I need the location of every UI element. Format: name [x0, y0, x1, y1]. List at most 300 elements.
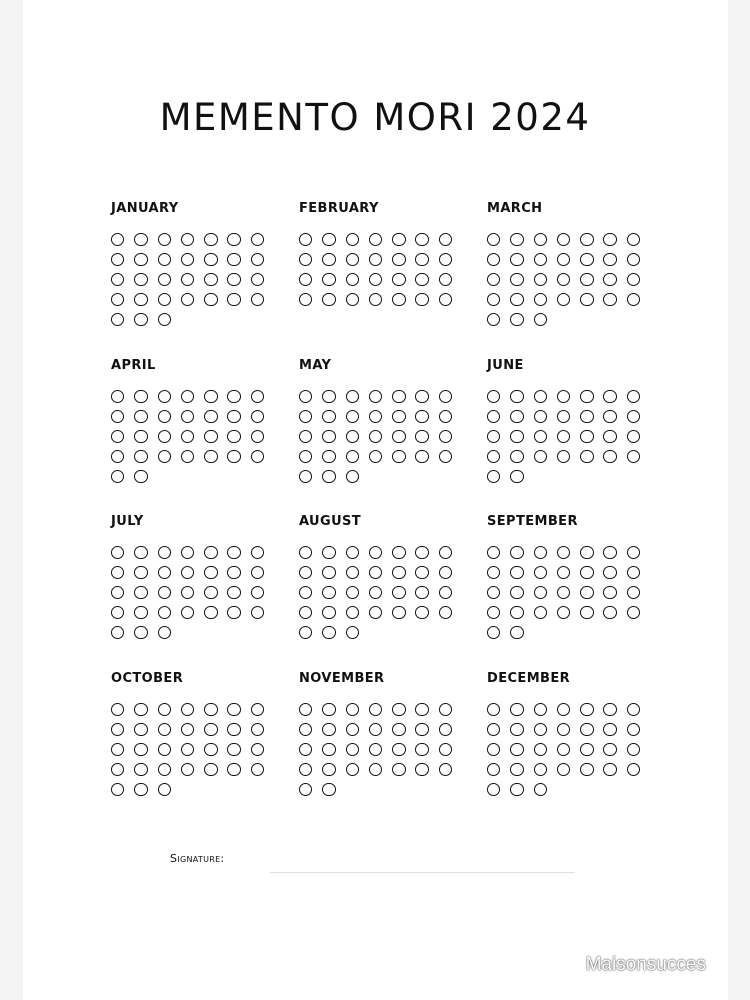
day-circle[interactable] [627, 233, 640, 246]
day-circle[interactable] [369, 450, 382, 463]
day-circle[interactable] [158, 293, 171, 306]
day-circle[interactable] [251, 763, 264, 776]
day-circle[interactable] [534, 293, 547, 306]
day-circle[interactable] [111, 723, 124, 736]
day-circle[interactable] [510, 723, 523, 736]
day-circle[interactable] [510, 313, 523, 326]
day-circle[interactable] [392, 293, 405, 306]
day-circle[interactable] [487, 586, 500, 599]
day-circle[interactable] [134, 293, 147, 306]
day-circle[interactable] [603, 606, 616, 619]
day-circle[interactable] [415, 606, 428, 619]
day-circle[interactable] [557, 546, 570, 559]
day-circle[interactable] [392, 450, 405, 463]
day-circle[interactable] [580, 253, 593, 266]
day-circle[interactable] [415, 450, 428, 463]
day-circle[interactable] [322, 783, 335, 796]
day-circle[interactable] [134, 410, 147, 423]
day-circle[interactable] [510, 586, 523, 599]
day-circle[interactable] [251, 606, 264, 619]
day-circle[interactable] [603, 723, 616, 736]
day-circle[interactable] [227, 273, 240, 286]
day-circle[interactable] [392, 566, 405, 579]
day-circle[interactable] [299, 723, 312, 736]
day-circle[interactable] [204, 430, 217, 443]
day-circle[interactable] [227, 703, 240, 716]
day-circle[interactable] [487, 763, 500, 776]
day-circle[interactable] [534, 273, 547, 286]
day-circle[interactable] [510, 546, 523, 559]
day-circle[interactable] [204, 723, 217, 736]
day-circle[interactable] [322, 410, 335, 423]
day-circle[interactable] [299, 626, 312, 639]
day-circle[interactable] [510, 606, 523, 619]
day-circle[interactable] [534, 233, 547, 246]
day-circle[interactable] [392, 606, 405, 619]
day-circle[interactable] [346, 743, 359, 756]
day-circle[interactable] [181, 566, 194, 579]
day-circle[interactable] [204, 450, 217, 463]
day-circle[interactable] [346, 410, 359, 423]
day-circle[interactable] [487, 470, 500, 483]
day-circle[interactable] [251, 566, 264, 579]
day-circle[interactable] [369, 390, 382, 403]
day-circle[interactable] [439, 390, 452, 403]
day-circle[interactable] [299, 273, 312, 286]
day-circle[interactable] [415, 233, 428, 246]
day-circle[interactable] [603, 450, 616, 463]
day-circle[interactable] [181, 763, 194, 776]
day-circle[interactable] [557, 703, 570, 716]
day-circle[interactable] [227, 763, 240, 776]
day-circle[interactable] [299, 410, 312, 423]
day-circle[interactable] [134, 450, 147, 463]
day-circle[interactable] [299, 233, 312, 246]
day-circle[interactable] [603, 743, 616, 756]
day-circle[interactable] [251, 586, 264, 599]
day-circle[interactable] [299, 586, 312, 599]
day-circle[interactable] [299, 253, 312, 266]
day-circle[interactable] [439, 273, 452, 286]
day-circle[interactable] [251, 450, 264, 463]
day-circle[interactable] [346, 273, 359, 286]
day-circle[interactable] [346, 626, 359, 639]
day-circle[interactable] [557, 723, 570, 736]
day-circle[interactable] [580, 566, 593, 579]
day-circle[interactable] [346, 390, 359, 403]
day-circle[interactable] [158, 273, 171, 286]
day-circle[interactable] [415, 723, 428, 736]
day-circle[interactable] [299, 390, 312, 403]
day-circle[interactable] [557, 450, 570, 463]
day-circle[interactable] [392, 390, 405, 403]
day-circle[interactable] [534, 566, 547, 579]
day-circle[interactable] [415, 763, 428, 776]
day-circle[interactable] [111, 293, 124, 306]
day-circle[interactable] [534, 606, 547, 619]
day-circle[interactable] [158, 390, 171, 403]
day-circle[interactable] [580, 723, 593, 736]
day-circle[interactable] [603, 566, 616, 579]
day-circle[interactable] [181, 743, 194, 756]
day-circle[interactable] [346, 253, 359, 266]
day-circle[interactable] [251, 546, 264, 559]
day-circle[interactable] [346, 763, 359, 776]
day-circle[interactable] [181, 723, 194, 736]
day-circle[interactable] [158, 723, 171, 736]
day-circle[interactable] [346, 566, 359, 579]
day-circle[interactable] [111, 783, 124, 796]
day-circle[interactable] [487, 723, 500, 736]
day-circle[interactable] [134, 566, 147, 579]
day-circle[interactable] [369, 430, 382, 443]
day-circle[interactable] [322, 233, 335, 246]
day-circle[interactable] [534, 743, 547, 756]
day-circle[interactable] [134, 606, 147, 619]
day-circle[interactable] [369, 410, 382, 423]
day-circle[interactable] [534, 763, 547, 776]
day-circle[interactable] [299, 743, 312, 756]
day-circle[interactable] [557, 586, 570, 599]
day-circle[interactable] [369, 743, 382, 756]
day-circle[interactable] [346, 586, 359, 599]
day-circle[interactable] [322, 546, 335, 559]
day-circle[interactable] [487, 273, 500, 286]
day-circle[interactable] [510, 566, 523, 579]
day-circle[interactable] [134, 253, 147, 266]
day-circle[interactable] [392, 273, 405, 286]
day-circle[interactable] [251, 430, 264, 443]
day-circle[interactable] [487, 546, 500, 559]
day-circle[interactable] [487, 566, 500, 579]
day-circle[interactable] [557, 606, 570, 619]
day-circle[interactable] [322, 606, 335, 619]
day-circle[interactable] [627, 273, 640, 286]
day-circle[interactable] [181, 253, 194, 266]
day-circle[interactable] [111, 626, 124, 639]
day-circle[interactable] [534, 723, 547, 736]
day-circle[interactable] [158, 566, 171, 579]
day-circle[interactable] [158, 253, 171, 266]
day-circle[interactable] [181, 410, 194, 423]
day-circle[interactable] [627, 586, 640, 599]
day-circle[interactable] [204, 703, 217, 716]
day-circle[interactable] [487, 430, 500, 443]
day-circle[interactable] [369, 723, 382, 736]
day-circle[interactable] [487, 606, 500, 619]
day-circle[interactable] [158, 233, 171, 246]
day-circle[interactable] [134, 743, 147, 756]
day-circle[interactable] [487, 703, 500, 716]
day-circle[interactable] [251, 390, 264, 403]
day-circle[interactable] [134, 313, 147, 326]
day-circle[interactable] [299, 703, 312, 716]
day-circle[interactable] [369, 253, 382, 266]
day-circle[interactable] [392, 430, 405, 443]
day-circle[interactable] [134, 233, 147, 246]
day-circle[interactable] [111, 390, 124, 403]
day-circle[interactable] [111, 313, 124, 326]
day-circle[interactable] [322, 586, 335, 599]
day-circle[interactable] [322, 470, 335, 483]
day-circle[interactable] [181, 703, 194, 716]
day-circle[interactable] [134, 783, 147, 796]
day-circle[interactable] [415, 743, 428, 756]
day-circle[interactable] [299, 450, 312, 463]
day-circle[interactable] [251, 293, 264, 306]
day-circle[interactable] [534, 430, 547, 443]
day-circle[interactable] [510, 470, 523, 483]
day-circle[interactable] [580, 430, 593, 443]
day-circle[interactable] [557, 273, 570, 286]
day-circle[interactable] [204, 410, 217, 423]
day-circle[interactable] [439, 606, 452, 619]
day-circle[interactable] [227, 723, 240, 736]
day-circle[interactable] [299, 546, 312, 559]
day-circle[interactable] [346, 430, 359, 443]
day-circle[interactable] [534, 410, 547, 423]
day-circle[interactable] [369, 606, 382, 619]
day-circle[interactable] [392, 703, 405, 716]
day-circle[interactable] [510, 233, 523, 246]
day-circle[interactable] [603, 430, 616, 443]
day-circle[interactable] [580, 273, 593, 286]
day-circle[interactable] [111, 586, 124, 599]
day-circle[interactable] [181, 273, 194, 286]
day-circle[interactable] [134, 703, 147, 716]
day-circle[interactable] [510, 450, 523, 463]
day-circle[interactable] [227, 233, 240, 246]
day-circle[interactable] [627, 566, 640, 579]
day-circle[interactable] [158, 783, 171, 796]
day-circle[interactable] [158, 606, 171, 619]
day-circle[interactable] [415, 566, 428, 579]
day-circle[interactable] [580, 743, 593, 756]
day-circle[interactable] [251, 410, 264, 423]
day-circle[interactable] [603, 546, 616, 559]
day-circle[interactable] [557, 410, 570, 423]
day-circle[interactable] [227, 253, 240, 266]
day-circle[interactable] [322, 390, 335, 403]
day-circle[interactable] [111, 743, 124, 756]
day-circle[interactable] [439, 566, 452, 579]
day-circle[interactable] [580, 703, 593, 716]
day-circle[interactable] [369, 763, 382, 776]
day-circle[interactable] [392, 743, 405, 756]
day-circle[interactable] [346, 723, 359, 736]
day-circle[interactable] [158, 450, 171, 463]
day-circle[interactable] [134, 390, 147, 403]
day-circle[interactable] [111, 450, 124, 463]
day-circle[interactable] [299, 293, 312, 306]
day-circle[interactable] [439, 450, 452, 463]
day-circle[interactable] [181, 586, 194, 599]
day-circle[interactable] [557, 293, 570, 306]
day-circle[interactable] [322, 273, 335, 286]
day-circle[interactable] [439, 743, 452, 756]
day-circle[interactable] [322, 253, 335, 266]
day-circle[interactable] [111, 606, 124, 619]
day-circle[interactable] [204, 566, 217, 579]
day-circle[interactable] [369, 233, 382, 246]
day-circle[interactable] [627, 703, 640, 716]
day-circle[interactable] [487, 450, 500, 463]
day-circle[interactable] [227, 546, 240, 559]
day-circle[interactable] [580, 390, 593, 403]
day-circle[interactable] [603, 273, 616, 286]
day-circle[interactable] [299, 606, 312, 619]
day-circle[interactable] [580, 586, 593, 599]
day-circle[interactable] [204, 390, 217, 403]
day-circle[interactable] [392, 723, 405, 736]
day-circle[interactable] [322, 626, 335, 639]
day-circle[interactable] [510, 703, 523, 716]
day-circle[interactable] [487, 390, 500, 403]
day-circle[interactable] [346, 233, 359, 246]
day-circle[interactable] [439, 546, 452, 559]
day-circle[interactable] [510, 253, 523, 266]
day-circle[interactable] [439, 763, 452, 776]
day-circle[interactable] [580, 410, 593, 423]
day-circle[interactable] [322, 566, 335, 579]
day-circle[interactable] [227, 450, 240, 463]
day-circle[interactable] [299, 566, 312, 579]
day-circle[interactable] [415, 293, 428, 306]
day-circle[interactable] [204, 546, 217, 559]
day-circle[interactable] [346, 470, 359, 483]
day-circle[interactable] [439, 430, 452, 443]
day-circle[interactable] [534, 586, 547, 599]
day-circle[interactable] [111, 566, 124, 579]
day-circle[interactable] [415, 253, 428, 266]
day-circle[interactable] [322, 430, 335, 443]
day-circle[interactable] [181, 293, 194, 306]
day-circle[interactable] [158, 743, 171, 756]
day-circle[interactable] [134, 586, 147, 599]
day-circle[interactable] [487, 233, 500, 246]
day-circle[interactable] [487, 626, 500, 639]
day-circle[interactable] [392, 410, 405, 423]
day-circle[interactable] [627, 390, 640, 403]
day-circle[interactable] [580, 233, 593, 246]
day-circle[interactable] [557, 566, 570, 579]
day-circle[interactable] [439, 703, 452, 716]
day-circle[interactable] [322, 763, 335, 776]
day-circle[interactable] [322, 723, 335, 736]
day-circle[interactable] [415, 390, 428, 403]
day-circle[interactable] [111, 273, 124, 286]
day-circle[interactable] [111, 470, 124, 483]
day-circle[interactable] [603, 390, 616, 403]
day-circle[interactable] [627, 293, 640, 306]
day-circle[interactable] [158, 763, 171, 776]
day-circle[interactable] [227, 390, 240, 403]
day-circle[interactable] [392, 546, 405, 559]
day-circle[interactable] [415, 430, 428, 443]
day-circle[interactable] [439, 586, 452, 599]
day-circle[interactable] [392, 586, 405, 599]
day-circle[interactable] [134, 430, 147, 443]
day-circle[interactable] [227, 430, 240, 443]
day-circle[interactable] [181, 233, 194, 246]
day-circle[interactable] [181, 546, 194, 559]
day-circle[interactable] [510, 626, 523, 639]
day-circle[interactable] [111, 703, 124, 716]
day-circle[interactable] [158, 546, 171, 559]
day-circle[interactable] [487, 783, 500, 796]
day-circle[interactable] [346, 293, 359, 306]
day-circle[interactable] [510, 410, 523, 423]
day-circle[interactable] [181, 430, 194, 443]
day-circle[interactable] [134, 546, 147, 559]
day-circle[interactable] [227, 586, 240, 599]
day-circle[interactable] [627, 410, 640, 423]
day-circle[interactable] [134, 763, 147, 776]
day-circle[interactable] [392, 233, 405, 246]
day-circle[interactable] [627, 723, 640, 736]
day-circle[interactable] [534, 390, 547, 403]
day-circle[interactable] [158, 430, 171, 443]
day-circle[interactable] [603, 763, 616, 776]
day-circle[interactable] [369, 546, 382, 559]
day-circle[interactable] [204, 586, 217, 599]
day-circle[interactable] [580, 546, 593, 559]
day-circle[interactable] [439, 253, 452, 266]
day-circle[interactable] [181, 390, 194, 403]
day-circle[interactable] [134, 273, 147, 286]
day-circle[interactable] [534, 313, 547, 326]
day-circle[interactable] [534, 783, 547, 796]
day-circle[interactable] [111, 233, 124, 246]
day-circle[interactable] [134, 470, 147, 483]
day-circle[interactable] [557, 743, 570, 756]
day-circle[interactable] [439, 293, 452, 306]
day-circle[interactable] [534, 450, 547, 463]
day-circle[interactable] [603, 586, 616, 599]
day-circle[interactable] [181, 450, 194, 463]
day-circle[interactable] [415, 546, 428, 559]
day-circle[interactable] [510, 430, 523, 443]
day-circle[interactable] [627, 253, 640, 266]
day-circle[interactable] [627, 450, 640, 463]
day-circle[interactable] [158, 703, 171, 716]
day-circle[interactable] [369, 273, 382, 286]
day-circle[interactable] [204, 606, 217, 619]
day-circle[interactable] [111, 410, 124, 423]
day-circle[interactable] [204, 293, 217, 306]
day-circle[interactable] [204, 233, 217, 246]
day-circle[interactable] [111, 430, 124, 443]
day-circle[interactable] [322, 450, 335, 463]
day-circle[interactable] [251, 723, 264, 736]
day-circle[interactable] [439, 410, 452, 423]
day-circle[interactable] [580, 606, 593, 619]
day-circle[interactable] [580, 293, 593, 306]
day-circle[interactable] [111, 546, 124, 559]
day-circle[interactable] [557, 763, 570, 776]
day-circle[interactable] [415, 703, 428, 716]
day-circle[interactable] [251, 273, 264, 286]
day-circle[interactable] [487, 313, 500, 326]
day-circle[interactable] [204, 273, 217, 286]
day-circle[interactable] [181, 606, 194, 619]
day-circle[interactable] [204, 763, 217, 776]
day-circle[interactable] [510, 273, 523, 286]
day-circle[interactable] [111, 763, 124, 776]
day-circle[interactable] [439, 233, 452, 246]
day-circle[interactable] [299, 763, 312, 776]
day-circle[interactable] [510, 293, 523, 306]
